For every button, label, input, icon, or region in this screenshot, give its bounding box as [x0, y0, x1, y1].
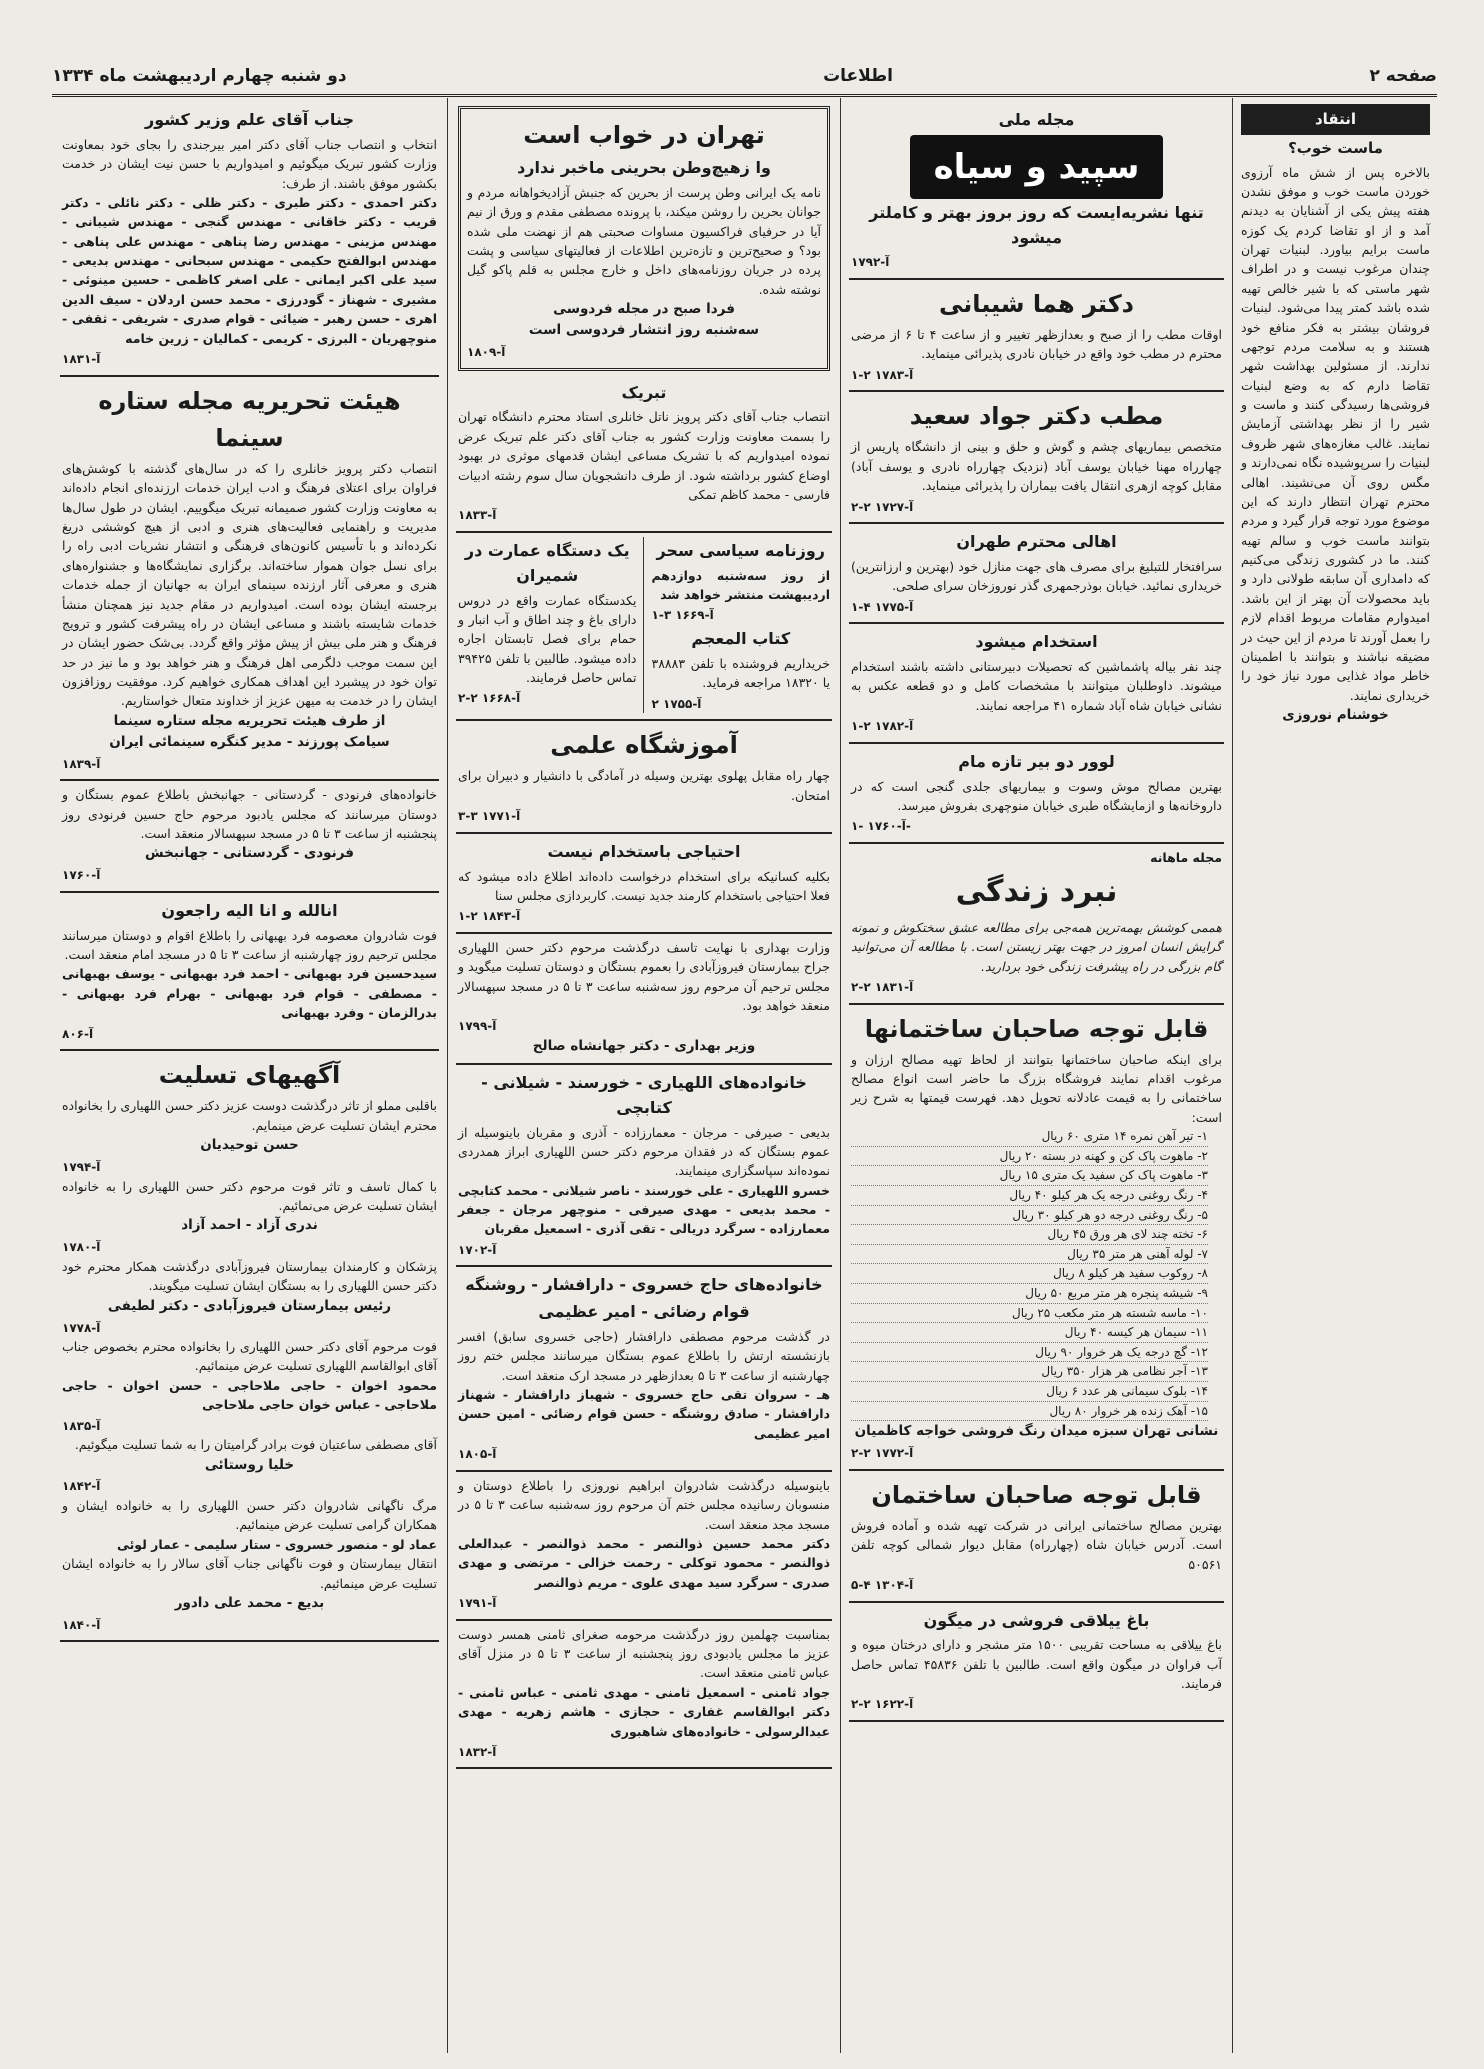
ad-family-3 [456, 1472, 832, 1621]
ad-title: دکتر هما شیبانی [939, 289, 1134, 318]
ad-title: انالله و انا الیه راجعون [161, 900, 338, 920]
ad-text: چهار راه مقابل پهلوی بهترین وسیله در آمادگی با دانشیار و دبیران برای امتحان. [458, 768, 830, 803]
ad-title: تهران در خواب است [523, 121, 765, 149]
ad-building-materials [849, 1005, 1224, 1471]
ad-ref: آ-۱۷۶۰ -۱- [851, 819, 911, 834]
magazine-logo: سپید و سیاه [910, 135, 1164, 200]
ad-ref: آ-۱۷۸۰ [62, 1240, 101, 1255]
ad-tehran-residents [849, 524, 1224, 624]
article-body: بالاخره پس از شش ماه آرزوی خوردن ماست خوب و موفق نشدن هفته پیش یکی از آشنایان به دیدنم آمد و از او تقاضا کردم یک کوزه ماست برایم بیاورد. لبنیات تهران چندان مرغوب نیست و در اطراف شهر ماستی که با شیر خالص تهیه شده باشد کمتر پیدا می‌شود. لبنیات فروشان بیشتر به فکر منافع خود هستند و به سلامت مردم توجهی ندارند. از مسئولین بهداشت شهر تقاضا دارم که به وضع لبنیات فروشی‌ها رسیدگی کنند و ماست و شیر را از نظر بهداشتی آزمایش نمایند. غالب مغازه‌های شهر ظروف لبنیات را سرپوشیده نگاه نمی‌دارند و مگس روی آن می‌نشیند. اهالی محترم تهران انتظار دارند که این موضوع مورد توجه قرار گیرد و مردم بتوانند ماست خوب و سالم تهیه کنند. ما در کشوری زندگی می‌کنیم که دامداری آن سابقه طولانی دارد و باید محصولات آن بهتر از این باشد. امیدوارم مقامات مربوط اقدام لازم را بعمل آورند تا مردم از این حیث در مضیقه نباشند و بتوانند با اطمینان خاطر مواد غذایی مورد نیاز خود را خریداری نمایند. [1241, 164, 1430, 703]
column-ads-4 [52, 98, 447, 2053]
magazine-slogan: تنها نشریه‌ایست که روز بروز بهتر و کاملتر میشود [869, 203, 1204, 248]
ad-clinic-saeed [849, 392, 1224, 524]
list-item: ۲- ماهوت پاک کن و کهنه در بسته ۲۰ ریال [851, 1147, 1208, 1167]
ad-names: دکتر احمدی - دکتر طبری - دکتر ظلی - دکتر نائلی - دکتر قریب - دکتر خاقانی - مهندس گنجی - مهندس شیبانی - مهندس مزینی - مهندس رضا پناهی - مهندس علی پناهی - مهندس ابوالفتح حکیمی - مهندس سبحانی - مهندس بدیعی - سید علی اکبر ایمانی - علی اصغر کاظمی - حسین مینوئی - مشیری - شهناز - گودرزی - محمد حسن اردلان - سیف الدین اهری - حسن رهبر - ضیائی - قوام صدری - شریفی - ثقفی - منوچهریان - البرزی - کریمی - کمالیان - زرین خامه [62, 194, 437, 346]
ad-lotion [849, 744, 1224, 844]
ad-text: یکدستگاه عمارت واقع در دروس دارای باغ و چند اطاق و آب انبار و حمام برای فصل تابستان اجاره داده میشود. طالبین با تلفن ۳۹۴۲۵ تماس حاصل فرمایند. [458, 592, 637, 686]
ad-ref: آ-۱۷۹۴ [62, 1159, 101, 1174]
ad-text: اوقات مطب را از صبح و بعدازظهر تغییر و از ساعت ۴ تا ۶ از مرضی محترم در مطب خود واقع در خیابان نادری پذیرائی مینماید. [851, 326, 1223, 362]
ad-sahar [652, 537, 831, 713]
ad-signature: بدیع - محمد علی دادور [174, 1594, 325, 1611]
list-item: ۱۱- سیمان هر کیسه ۴۰ ریال [851, 1323, 1208, 1343]
ad-signature: خلیا روستائی [204, 1456, 295, 1473]
ad-ref: آ-۱۸۳۱ ۲-۲ [851, 979, 914, 994]
ad-title: احتیاجی باستخدام نیست [547, 841, 741, 861]
ad-text: خانواده‌های فرنودی - گردستانی - جهانبخش باطلاع عموم بستگان و دوستان میرسانند که مجلس یادبود مرحوم حاج حسین فرنودی روز پنجشنبه از ساعت ۳ تا ۵ در مسجد سپهسالار منعقد است. [62, 787, 437, 841]
ad-signature: ندری آزاد - احمد آزاد [181, 1217, 318, 1234]
section-title: انتقاد [1241, 104, 1430, 135]
ad-ref: آ-۱۷۷۸ [62, 1320, 101, 1335]
ad-text: متخصص بیماریهای چشم و گوش و حلق و بینی از دانشگاه پاریس از چهارراه مهنا خیابان یوسف آباد (نزدیک چهارراه نادری و یوسف آباد) مقابل کوچه ازهری انتقال یافت بیماران را پذیرائی مینماید. [851, 439, 1222, 494]
ad-signature: سیامک پورزند - مدیر کنگره سینمائی ایران [109, 733, 390, 750]
ad-ref: آ-۱۸۴۲ [62, 1479, 101, 1494]
ad-ref: آ-۱۷۸۳ ۲-۱ [851, 367, 914, 382]
column-ads-2 [840, 98, 1232, 2053]
list-item: ۸- روکوب سفید هر کیلو ۸ ریال [851, 1264, 1208, 1284]
ad-ref: آ-۱۷۰۲ [458, 1242, 497, 1257]
list-item: ۷- لوله آهنی هر متر ۳۵ ریال [851, 1245, 1208, 1265]
list-item: ۱۴- بلوک سیمانی هر عدد ۶ ریال [851, 1382, 1208, 1402]
ad-ref: آ-۱۸۳۵ [62, 1418, 101, 1433]
ad-names: جواد ثامنی - اسمعیل ثامنی - مهدی ثامنی - عباس ثامنی - دکتر ابوالقاسم غفاری - حجازی - هاشم زهریه - مهدی عبدالرسولی - خانواده‌های شاهبوری [458, 1684, 830, 1739]
ad-signature: حسن توحیدیان [200, 1137, 299, 1154]
ad-minister-congrats [60, 102, 439, 377]
ad-title: باغ ییلاقی فروشی در میگون [923, 1610, 1150, 1630]
ad-ref: آ-۱۶۶۸ ۲-۲ [458, 691, 521, 706]
ad-ref: آ-۸۰۶ [62, 1026, 94, 1041]
ad-ministry-condolence [456, 934, 832, 1065]
ad-ref: آ-۱۸۴۰ [62, 1617, 101, 1632]
ad-text: بکلیه کسانیکه برای استخدام درخواست داده‌اند اطلاع داده میشود که فعلا احتیاجی باستخدام کارمند جدید نیست. کاربردازی مجلس سنا [458, 868, 830, 903]
ad-title: کتاب المعجم [691, 629, 791, 649]
ad-doctor-homa [849, 280, 1224, 393]
ad-farnoudi [60, 781, 439, 893]
ad-subtitle: وا زهیچ‌وطن بحرینی ماخبر ندارد [517, 158, 771, 178]
ad-text: آقای مصطفی ساعتیان فوت برادر گرامیتان را به شما تسلیت میگوئیم. [74, 1437, 437, 1453]
ad-text: انتقال بیمارستان و فوت ناگهانی جناب آقای سالار را به خانواده ایشان تسلیت عرض مینمائیم. [62, 1556, 437, 1591]
price-list [851, 1127, 1222, 1421]
ad-text: برای اینکه صاحبان ساختمانها بتوانند از لحاظ تهیه مصالح ارزان و مرغوب اقدام نمایند فروشگاه بزرگ ما حاضر است انواع مصالح ساختمانی را به قیمت عادلانه تحویل دهد. فهرست قیمتها به شرح زیر است: [851, 1051, 1222, 1125]
ad-ref: آ-۱۸۰۵ [458, 1447, 497, 1462]
ad-ref: آ-۱۸۳۲ [458, 1744, 497, 1759]
ad-row [456, 533, 832, 721]
ad-family-2 [456, 1267, 832, 1471]
ad-names: محمود اخوان - حاجی ملاحاجی - حسن اخوان - حاجی ملاحاجی - عباس خوان حاجی ملاحاجی [62, 1377, 437, 1413]
ad-signature: از طرف هیئت تحریریه مجله ستاره سینما [113, 712, 386, 729]
list-item: ۱۲- گچ درجه یک هر خروار ۹۰ ریال [851, 1343, 1208, 1363]
ad-shemiran [458, 537, 644, 713]
ad-title: مطب دکتر جواد سعید [909, 402, 1164, 431]
ad-footer: فردا صبح در مجله فردوسی [553, 301, 735, 318]
newspaper-name: اطلاعات [823, 66, 893, 86]
ad-garden-sale [849, 1603, 1224, 1723]
ad-names: دکتر محمد حسین ذوالنصر - محمد ذوالنصر - عبدالعلی ذوالنصر - محمود توکلی - رحمت خزالی - مرتضی و مهدی صدری - سرگرد سید مهدی علوی - مریم ذوالنصر [458, 1535, 830, 1590]
ad-text: از روز سه‌شنبه دوازدهم اردیبهشت منتشر خواهد شد [651, 567, 830, 603]
ad-title: اهالی محترم طهران [956, 532, 1117, 552]
magazine-label: مجله ملی [998, 110, 1075, 129]
list-item: ۱۰- ماسه شسته هر متر مکعب ۲۵ ریال [851, 1304, 1208, 1324]
ad-text: فوت مرحوم آقای دکتر حسن اللهیاری را بخانواده محترم بخصوص جناب آقای ابوالقاسم اللهیاری تسلیت عرض مینمائیم. [62, 1339, 437, 1374]
ad-ref: آ-۱۶۲۲ ۲-۲ [851, 1697, 914, 1712]
list-item: ۱۳- آجر نظامی هر هزار ۳۵۰ ریال [851, 1362, 1208, 1382]
ad-ref: آ-۱۷۷۱ ۳-۳ [458, 809, 521, 824]
issue-date: دو شنبه چهارم اردیبهشت ماه ۱۳۳۴ [52, 66, 347, 86]
column-critique [1232, 98, 1438, 2053]
list-item: ۱۵- آهک زنده هر خروار ۸۰ ریال [851, 1402, 1208, 1422]
ad-no-hiring [456, 834, 832, 934]
ad-names: هـ - سروان تقی حاج خسروی - شهباز دارافشار - شهناز دارافشار - صادق روشنگه - حسن قوام رضائی - امین حسن امیر عظیمی [458, 1387, 830, 1441]
ad-ref: آ-۱۸۳۱ [62, 351, 101, 366]
ad-congrats [456, 375, 832, 533]
ad-signature: وزیر بهداری - دکتر جهانشاه صالح [532, 1037, 756, 1054]
ad-text: در گذشت مرحوم مصطفی دارافشار (حاجی خسروی سابق) افسر بازنشسته ارتش را باطلاع عموم بستگان میرسانند مجلس ختم روز چهارشنبه از ساعت ۳ تا ۵ بعدازظهر در مسجد ارک منعقد است. [458, 1328, 830, 1383]
ad-ref: آ-۱۷۲۷ ۲-۲ [851, 499, 914, 514]
ad-ref: آ-۱۳۰۴ ۴-۵ [851, 1577, 914, 1592]
ad-ref: آ-۱۷۶۰ [62, 868, 101, 883]
ad-text: انتصاب جناب آقای دکتر پرویز ناتل خانلری استاد محترم دانشگاه تهران را بسمت معاونت وزارت کشور به جناب آقای دکتر علم تبریک عرض نموده امیدواریم که با تشریک مساعی ایشان قدمهای موثری در بهبود اوضاع کشور برداشته شود. از طرف دانشجویان سال سوم رشته ادبیات فارسی - محمد کاظم تمکی [458, 409, 830, 502]
list-item: ۱- تیر آهن نمره ۱۴ متری ۶۰ ریال [851, 1127, 1208, 1147]
list-item: ۳- ماهوت پاک کن سفید یک متری ۱۵ ریال [851, 1166, 1208, 1186]
ad-text: بمناسبت چهلمین روز درگذشت مرحومه صغرای ثامنی همسر دوست عزیز ما مجلس یادبودی روز پنجشنبه از ساعت ۳ تا ۵ در منزل آقای عباس ثامنی منعقد است. [458, 1626, 831, 1681]
ad-ref: آ-۱۷۹۱ [458, 1596, 497, 1611]
ad-text: باغ ییلاقی به مساحت تقریبی ۱۵۰۰ متر مشجر و دارای درختان میوه و آب فراوان در میگون واقع است. طالبین با تلفن ۴۵۸۳۶ تماس حاصل فرمایند. [851, 1637, 1222, 1692]
ad-ref: آ-۱۷۵۵ ۲ [651, 696, 702, 711]
ad-innalillah [60, 893, 439, 1051]
ad-text: انتصاب دکتر پرویز خانلری را که در سال‌های گذشته با کوشش‌های فراوان برای اعتلای فرهنگ و ادب ایران خدمات ارزنده‌ای انجام داده‌اند به معاونت وزارت کشور صمیمانه تبریک میگوییم. ایشان در طول سال‌ها مدیریت و راهنمایی فعالیت‌های هنری و ادبی از هیچ کوششی دریغ نکرده‌اند و با تأسیس کانون‌های فرهنگی و انتشار نشریات ادبی راه را برای نسل جوان هموار ساخته‌اند. برگزاری نمایشگاه‌ها و جشنواره‌های هنری و معرفی آثار ارزنده سینمای ایران به جهانیان از جمله خدمات برجسته ایشان بوده است. امیدواریم در مقام جدید نیز همچنان منشأ خدمات شایسته باشند و مساعی ایشان در راه پیشرفت کشور و ترویج فرهنگ و هنر ملی بیش از پیش مؤثر واقع گردد. بی‌شک حضور ایشان در این سمت موجب دلگرمی اهل فرهنگ و هنر خواهد بود و ما نیز در حد توان خود در پیشبرد این اهداف همکاری خواهیم کرد. موفقیت روزافزون ایشان را در خدمت به میهن عزیز از خداوند متعال خواستاریم. [62, 460, 437, 709]
ad-ref: آ-۱۶۶۹ ۳-۱ [651, 608, 714, 623]
ad-text: بدیعی - صیرفی - مرجان - معمارزاده - آذری و مقربان باینوسیله از عموم بستگان که در فقدان مرحوم دکتر حسن اللهیاری ابراز همدردی نموده‌اند سپاسگزاری مینمایند. [458, 1124, 830, 1179]
ad-signature: فرنودی - گردستانی - جهانبخش [145, 845, 354, 862]
ad-magazine-nabard [849, 844, 1224, 1005]
ad-ferdowsi [458, 106, 830, 371]
ad-title: هیئت تحریریه مجله ستاره سینما [98, 386, 401, 452]
ad-text: چند نفر بیاله پاشماشین که تحصیلات دبیرستانی داشته باشند استخدام میشوند. داوطلبان میتوانند با مشخصات کامل و دو قطعه عکس به نشانی خیابان شاه آباد شماره ۴۱ مراجعه نمایند. [851, 659, 1222, 713]
ad-footer: سه‌شنبه روز انتشار فردوسی است [528, 322, 760, 339]
ad-text: بهترین مصالح موش وسوت و بیماریهای جلدی گنجی است که در داروخانه‌ها و ازمایشگاه طبری خیابان منوچهری بفروش میرسد. [851, 778, 1222, 813]
ad-hiring [849, 624, 1224, 744]
ad-building-owners [849, 1471, 1224, 1603]
list-item: ۵- رنگ روغنی درجه دو هر کیلو ۳۰ ریال [851, 1206, 1208, 1226]
ad-text: نامه یک ایرانی وطن پرست از بحرین که جنبش آزادیخواهانه مردم و جوانان بحرین را روشن میکند، با پرونده مصطفی مقدم و ورق از نیم آیا در حرفیای فراکسیون مساوات صحبتی هم از نهضت ملی شده بود؟ و صحیح‌ترین و تازه‌ترین اطلاعات از فعالیتهای سیاسی و پشت پرده در جریان روزنامه‌های داخل و خارج مجلس به قلم پاکو گیل نوشته شده. [467, 184, 821, 297]
page-number: صفحه ۲ [1369, 66, 1437, 86]
ad-names: خسرو اللهیاری - علی خورسند - ناصر شیلانی - محمد کتابچی - محمد بدیعی - مهدی صیرفی - منوچهر مرجان - جعفر معمارزاده - سرگرد دریالی - تقی آذری - اسمعیل مقربان [458, 1182, 830, 1237]
ad-school [456, 721, 832, 834]
ad-ref: آ-۱۷۹۲ [851, 255, 890, 270]
magazine-ad [849, 102, 1224, 280]
article-title: ماست خوب؟ [1288, 139, 1383, 158]
ad-text: هممی کوشش بهمه‌ترین همه‌جی برای مطالعه عشق سختکوش و نمونه گرایش انسان امروز در جهت بهتر زیستن است. با مطالعه آن می‌توانید گام بزرگی در راه پیشرفت زندگی خود بردارید. [851, 919, 1222, 974]
ad-title: جناب آقای علم وزیر کشور [144, 110, 354, 129]
ad-signature: رئیس بیمارستان فیروزآبادی - دکتر لطیفی [107, 1297, 392, 1314]
ad-title: آگهیهای تسلیت [158, 1061, 341, 1090]
ad-text: سرافتخار للتبلیغ برای مصرف های جهت منازل خود (بهترین و ارزانترین) خریداری نمائید. خیابان بوذرجمهری گذر نوروزخان سرای صلحی. [851, 558, 1222, 594]
ad-text: مرگ ناگهانی شادروان دکتر حسن اللهیاری را به خانواده ایشان و همکاران گرامی تسلیت عرض مینمائیم. [62, 1498, 437, 1533]
ad-text: فوت شادروان معصومه فرد بهبهانی را باطلاع اقوام و دوستان میرسانند مجلس ترحیم روز چهارشنبه از ساعت ۳ تا ۵ در مسجد امام منعقد است. [62, 927, 437, 963]
ad-ref: آ-۱۷۷۵ ۴-۱ [851, 599, 914, 614]
ad-title: تبریک [621, 382, 667, 402]
ad-ref: آ-۱۸۴۳ ۲-۱ [458, 909, 521, 924]
ad-title: قابل توجه صاحبان ساختمان [871, 1480, 1202, 1509]
ad-ref: آ-۱۷۷۲ ۲-۲ [851, 1446, 914, 1461]
ad-title: یک دستگاه عمارت در شمیران [464, 540, 630, 585]
ad-title: خانواده‌های حاج خسروی - دارافشار - روشنگه [465, 1275, 823, 1295]
ad-title: استخدام میشود [975, 632, 1098, 652]
ad-text: انتخاب و انتصاب جناب آقای دکتر امیر بیرجندی را بجای خود بمعاونت وزارت کشور تبریک میگوئیم و امیدواریم با حسن نیت ایشان در خدمت بکشور موفق باشند. از طرف: [62, 136, 437, 191]
condolence-ads [60, 1051, 439, 1642]
list-item: ۹- شیشه پنجره هر متر مربع ۵۰ ریال [851, 1284, 1208, 1304]
ad-cinema-star [60, 377, 439, 782]
ad-text: با کمال تاسف و تاثر فوت مرحوم دکتر حسن اللهیاری را به خانواده ایشان تسلیت عرض می‌نمائیم. [62, 1178, 437, 1213]
ad-address: نشانی تهران سبزه میدان رنگ فروشی خواجه کاظمیان [854, 1423, 1219, 1440]
ad-ref: آ-۱۸۳۹ [62, 756, 101, 771]
list-item: ۴- رنگ روغنی درجه یک هر کیلو ۴۰ ریال [851, 1186, 1208, 1206]
ad-ref: آ-۱۸۰۹ [467, 345, 506, 360]
ad-title: خانواده‌های اللهیاری - خورسند - شیلانی - کتابچی [481, 1072, 807, 1117]
ad-title: لوور دو بیر تازه مام [958, 751, 1115, 771]
ad-text: خریداریم فروشنده با تلفن ۳۸۸۸۳ یا ۱۸۳۲۰ مراجعه فرماید. [651, 655, 830, 691]
ad-title: قابل توجه صاحبان ساختمانها [864, 1014, 1209, 1043]
ad-title: نبرد زندگی [955, 874, 1118, 910]
ad-text: باقلبی مملو از تاثر درگذشت دوست عزیز دکتر حسن اللهیاری را بخانواده محترم ایشان تسلیت عرض مینمایم. [62, 1098, 437, 1133]
ad-names: سیدحسین فرد بهبهانی - احمد فرد بهبهانی - یوسف بهبهانی - مصطفی - قوام فرد بهبهانی - بهرام فرد بهبهانی - بدرالزمان - وفرد بهبهانی [62, 966, 437, 1021]
ad-title: آموزشگاه علمی [550, 731, 738, 760]
ad-ref: آ-۱۸۳۳ [458, 508, 497, 523]
ad-names: عماد لو - منصور خسروی - ستار سلیمی - عمار لوئی [116, 1536, 437, 1552]
masthead [52, 58, 1437, 97]
ad-text: پزشکان و کارمندان بیمارستان فیروزآبادی درگذشت همکار محترم خود دکتر حسن اللهیاری را به بستگان ایشان تسلیت میگویند. [62, 1258, 437, 1294]
ad-ref: آ-۱۷۹۹ [458, 1019, 497, 1034]
ad-text: باینوسیله درگذشت شادروان ابراهیم نوروزی را باطلاع دوستان و منسوبان رسانیده مجلس ختم آن مرحوم روز سه‌شنبه ساعت ۳ تا ۵ در مسجد مجد منعقد است. [458, 1477, 830, 1532]
ad-family-4 [456, 1621, 832, 1770]
list-item: ۶- تخته چند لای هر ورق ۴۵ ریال [851, 1225, 1208, 1245]
ad-ref: آ-۱۷۸۲ ۲-۱ [851, 719, 914, 734]
ad-subtitle: قوام رضائی - امیر عظیمی [538, 1302, 750, 1322]
ad-family-1 [456, 1065, 832, 1267]
article-signature: خوشنام نوروزی [1282, 707, 1389, 723]
column-ads-3 [447, 98, 840, 2053]
ad-title: روزنامه سیاسی سحر [656, 540, 826, 560]
ad-label: مجله ماهانه [1150, 849, 1222, 865]
ad-text: بهترین مصالح ساختمانی ایرانی در شرکت تهیه شده و آماده فروش است. آدرس خیابان شاه (چهارراه) مقابل دیوار شمالی کوچه تلفن ۵۰۵۶۱ [851, 1517, 1222, 1572]
ad-text: وزارت بهداری با نهایت تاسف درگذشت مرحوم دکتر حسن اللهیاری جراح بیمارستان فیروزآبادی را بعموم بستگان و دوستان تسلیت میگوید و مجلس ترحیم آن مرحوم روز سه‌شنبه ساعت ۳ تا ۵ در مسجد سپهسالار منعقد خواهد بود. [458, 939, 830, 1014]
